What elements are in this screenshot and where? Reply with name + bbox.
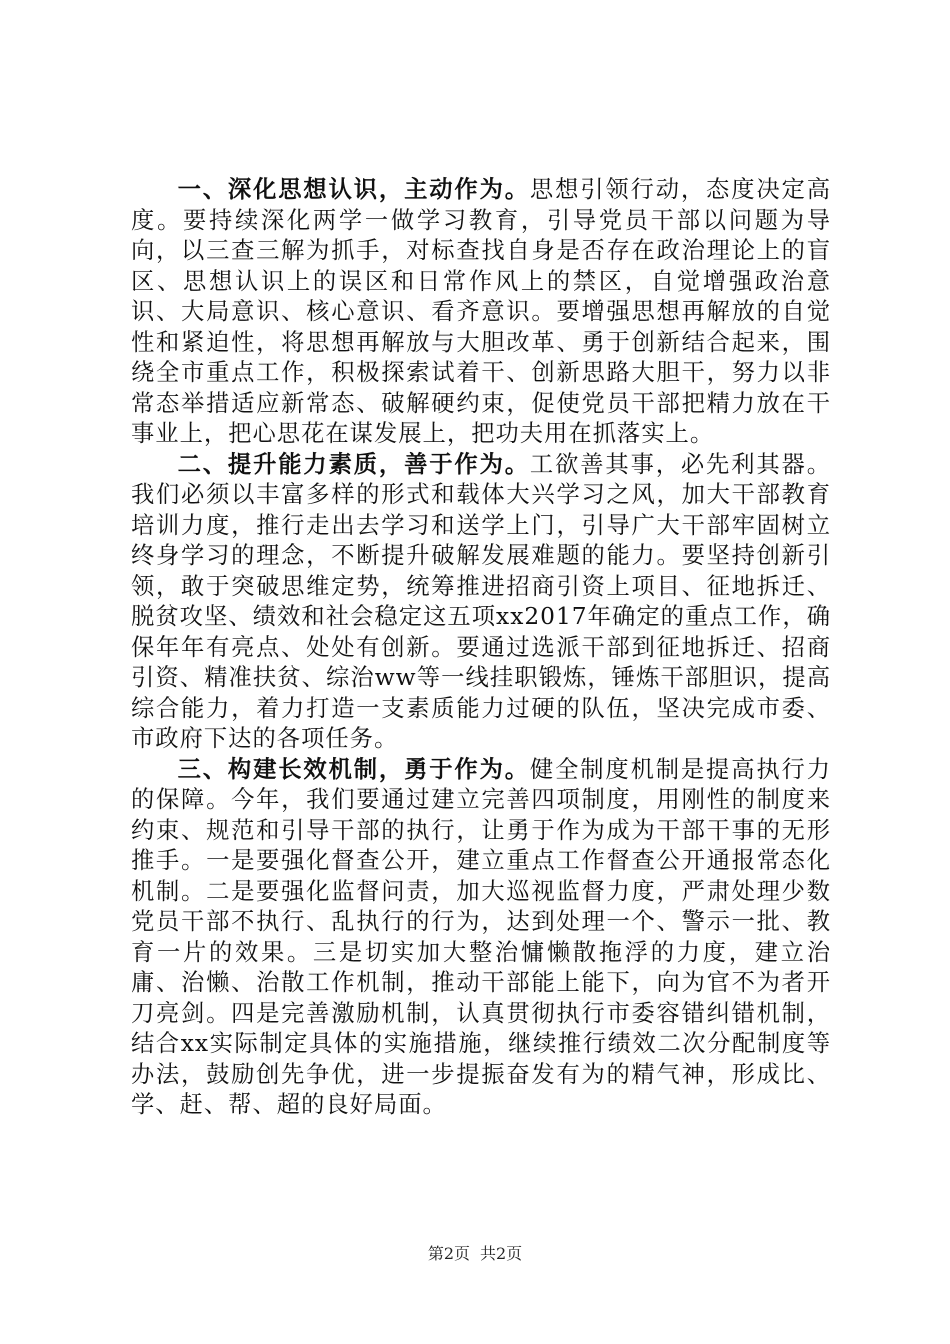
- paragraph-2-body: 工欲善其事，必先利其器。我们必须以丰富多样的形式和载体大兴学习之风，加大干部教育培训力度，推行走出去学习和送学上门，引导广大干部牢固树立终身学习的理念，不断提升破解发展难题的能力。要坚持创新引领，敢于突破思维定势，统筹推进招商引资上项目、征地拆迁、脱贫攻坚、绩效和社会稳定这五项xx2017年确定的重点工作，确保年年有亮点、处处有创新。要通过选派干部到征地拆迁、招商引资、精准扶贫、综治ww等一线挂职锻炼，锤炼干部胆识，提高综合能力，着力打造一支素质能力过硬的队伍，坚决完成市委、市政府下达的各项任务。: [131, 450, 832, 752]
- paragraph-2: [131, 450, 831, 755]
- paragraph-3: [131, 755, 831, 1121]
- paragraph-1-heading: 一、深化思想认识，主动作为。: [177, 176, 530, 203]
- document-body: [131, 175, 831, 1121]
- page-footer: [0, 1244, 950, 1264]
- page-total: 共2页: [480, 1244, 523, 1263]
- paragraph-3-heading: 三、构建长效机制，勇于作为。: [177, 755, 530, 783]
- paragraph-1-body: 思想引领行动，态度决定高度。要持续深化两学一做学习教育，引导党员干部以问题为导向，以三查三解为抓手，对标查找自身是否存在政治理论上的盲区、思想认识上的误区和日常作风上的禁区，自觉增强政治意识、大局意识、核心意识、看齐意识。要增强思想再解放的自觉性和紧迫性，将思想再解放与大胆改革、勇于创新结合起来，围绕全市重点工作，积极探索试着干、创新思路大胆干，努力以非常态举措适应新常态、破解硬约束，促使党员干部把精力放在干事业上，把心思花在谋发展上，把功夫用在抓落实上。: [131, 176, 832, 447]
- paragraph-1: [131, 175, 831, 450]
- paragraph-3-body: 健全制度机制是提高执行力的保障。今年，我们要通过建立完善四项制度，用刚性的制度来约束、规范和引导干部的执行，让勇于作为成为干部干事的无形推手。一是要强化督查公开，建立重点工作督查公开通报常态化机制。二是要强化监督问责，加大巡视监督力度，严肃处理少数党员干部不执行、乱执行的行为，达到处理一个、警示一批、教育一片的效果。三是切实加大整治慵懒散拖浮的力度，建立治庸、治懒、治散工作机制，推动干部能上能下，向为官不为者开刀亮剑。四是完善激励机制，认真贯彻执行市委容错纠错机制，结合xx实际制定具体的实施措施，继续推行绩效二次分配制度等办法，鼓励创先争优，进一步提振奋发有为的精气神，形成比、学、赶、帮、超的良好局面。: [131, 755, 832, 1118]
- page-number: 第2页: [427, 1244, 470, 1263]
- paragraph-2-heading: 二、提升能力素质，善于作为。: [177, 450, 530, 478]
